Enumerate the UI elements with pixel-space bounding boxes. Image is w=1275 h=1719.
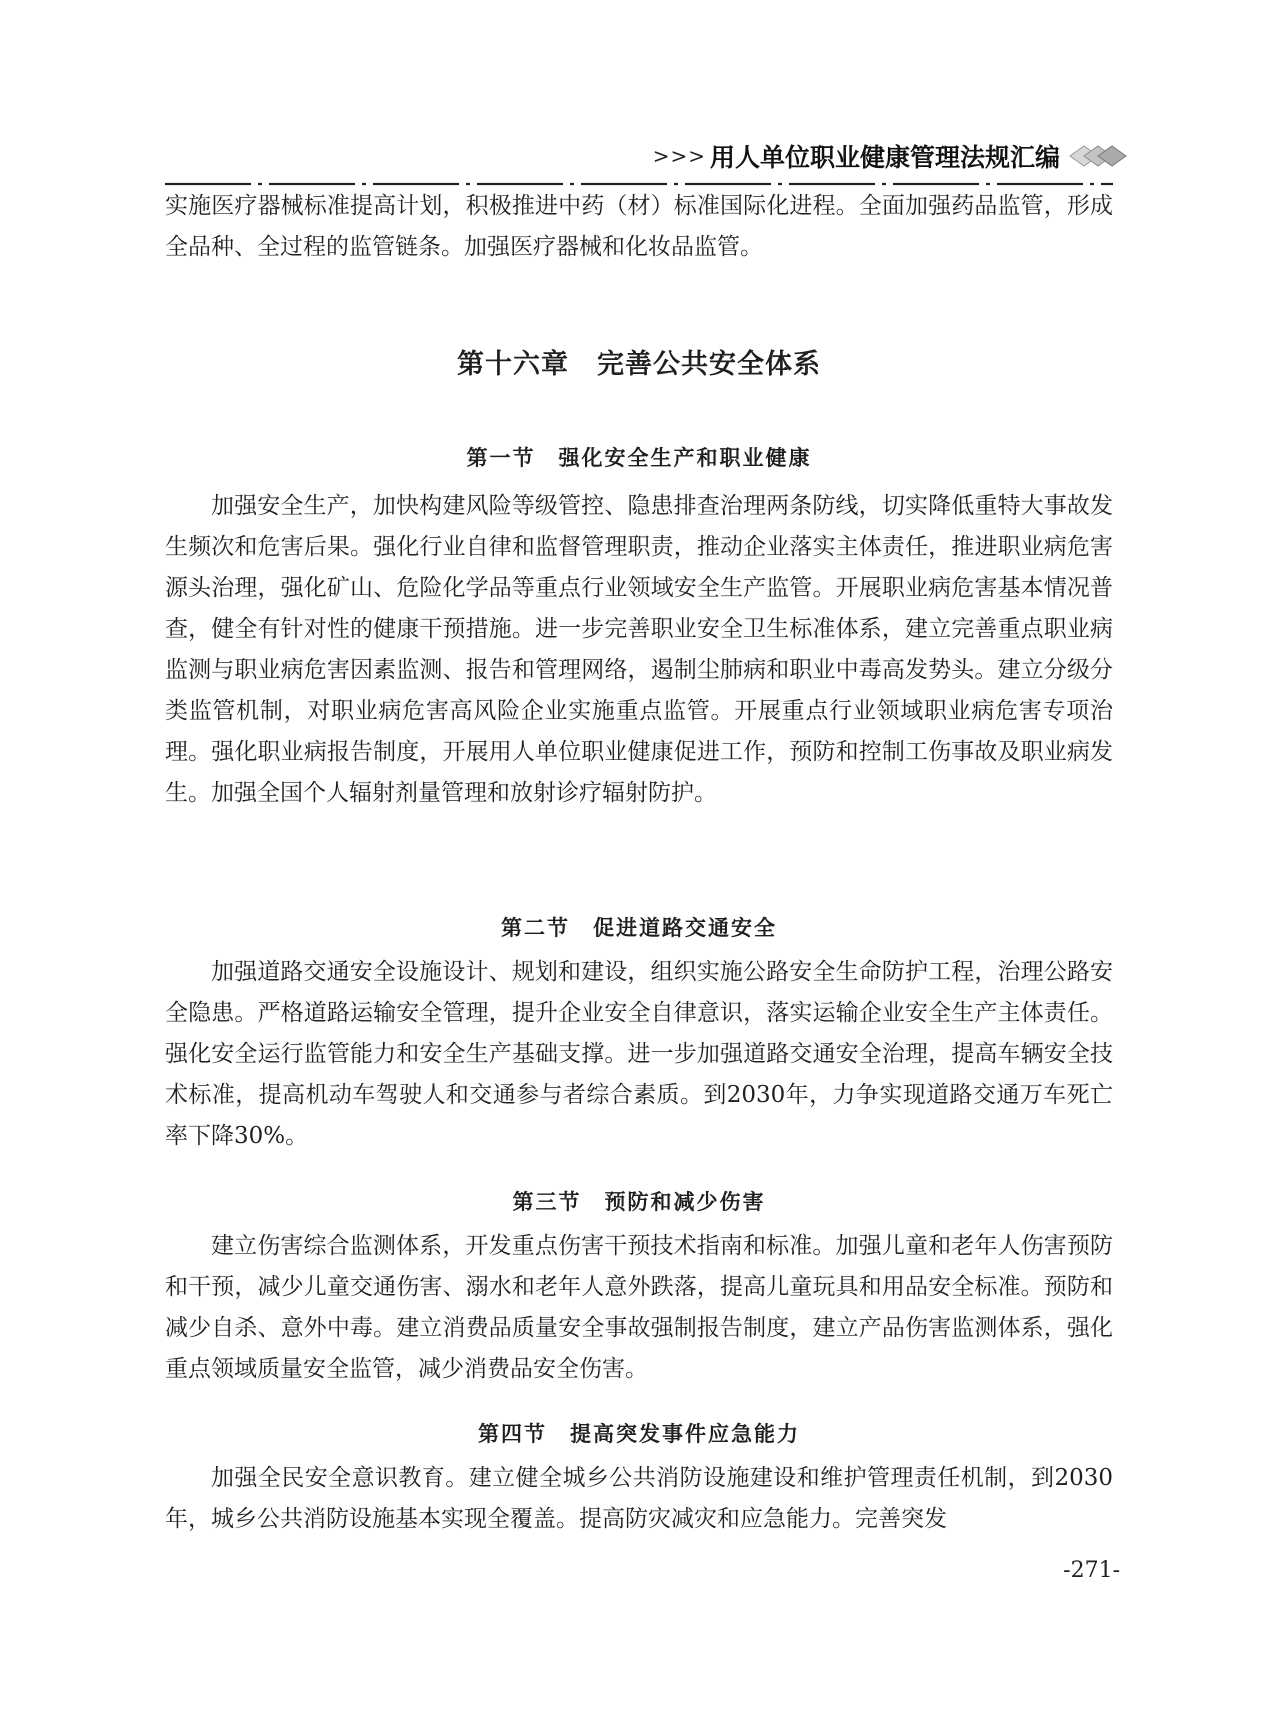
header-title: 用人单位职业健康管理法规汇编 [709, 143, 1060, 172]
section-title-4: 第四节 提高突发事件应急能力 [478, 1421, 800, 1446]
section-body-2: 加强道路交通安全设施设计、规划和建设，组织实施公路安全生命防护工程，治理公路安全隐患。严格道路运输安全管理，提升企业安全自律意识，落实运输企业安全生产主体责任。强化安全运行监管能力和安全生产基础支撑。进一步加强道路交通安全治理，提高车辆安全技术标准，提高机动车驾驶人和交通参与者综合素质。到2030年，力争实现道路交通万车死亡率下降30%。 [165, 959, 1113, 1149]
section-body-4: 加强全民安全意识教育。建立健全城乡公共消防设施建设和维护管理责任机制，到2030年，城乡公共消防设施基本实现全覆盖。提高防灾减灾和应急能力。完善突发 [165, 1465, 1113, 1532]
section-title-3: 第三节 预防和减少伤害 [512, 1189, 766, 1214]
diamond-ornament-icon [1068, 142, 1130, 170]
intro-paragraph: 实施医疗器械标准提高计划，积极推进中药（材）标准国际化进程。全面加强药品监管，形成全品种、全过程的监管链条。加强医疗器械和化妆品监管。 [165, 193, 1113, 260]
running-header [640, 136, 1130, 176]
page-number: -271- [1063, 1558, 1120, 1583]
section-body-3: 建立伤害综合监测体系，开发重点伤害干预技术指南和标准。加强儿童和老年人伤害预防和干预，减少儿童交通伤害、溺水和老年人意外跌落，提高儿童玩具和用品安全标准。预防和减少自杀、意外中毒。建立消费品质量安全事故强制报告制度，建立产品伤害监测体系，强化重点领域质量安全监管，减少消费品安全伤害。 [165, 1233, 1113, 1382]
section-title-2: 第二节 促进道路交通安全 [501, 915, 777, 940]
header-arrows: >>> [652, 144, 706, 168]
section-body-1: 加强安全生产，加快构建风险等级管控、隐患排查治理两条防线，切实降低重特大事故发生频次和危害后果。强化行业自律和监督管理职责，推动企业落实主体责任，推进职业病危害源头治理，强化矿山、危险化学品等重点行业领域安全生产监管。开展职业病危害基本情况普查，健全有针对性的健康干预措施。进一步完善职业安全卫生标准体系，建立完善重点职业病监测与职业病危害因素监测、报告和管理网络，遏制尘肺病和职业中毒高发势头。建立分级分类监管机制，对职业病危害高风险企业实施重点监管。开展重点行业领域职业病危害专项治理。强化职业病报告制度，开展用人单位职业健康促进工作，预防和控制工伤事故及职业病发生。加强全国个人辐射剂量管理和放射诊疗辐射防护。 [165, 493, 1113, 806]
section-title-1: 第一节 强化安全生产和职业健康 [466, 445, 812, 470]
chapter-title: 第十六章 完善公共安全体系 [457, 349, 821, 380]
